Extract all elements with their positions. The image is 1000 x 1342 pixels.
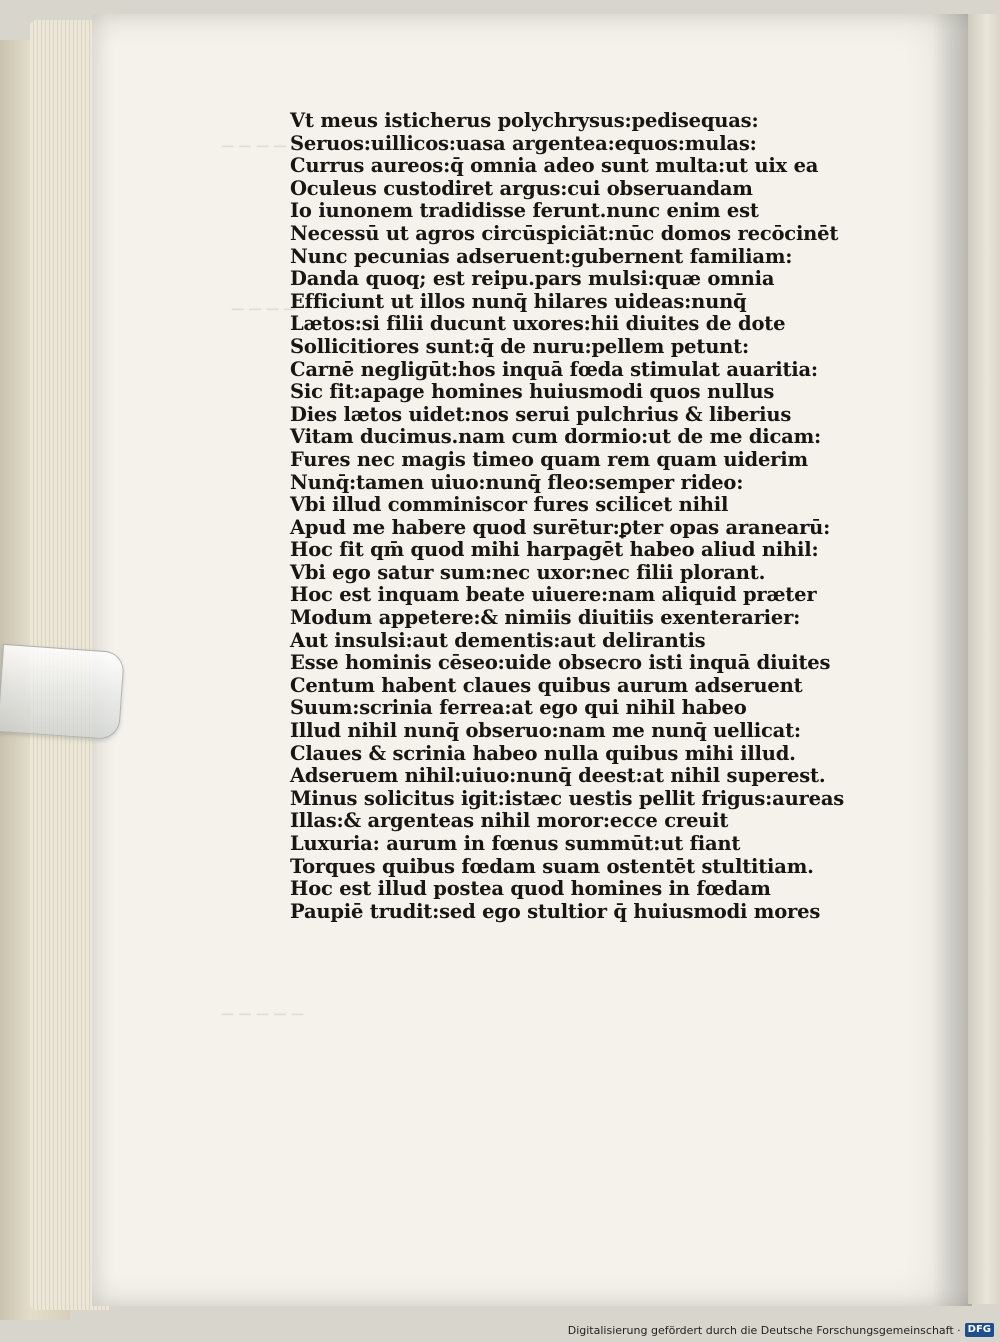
verse-line: Aut insulsi:aut dementis:aut delirantis <box>290 628 706 652</box>
verse-line: Carnē negligūt:hos inquā fœda stimulat auaritia: <box>290 357 818 381</box>
verse-line: Centum habent claues quibus aurum adseruent <box>290 673 803 697</box>
verse-line: Vt meus isticherus polychrysus:pedisequas: <box>290 109 759 132</box>
verse-line: Luxuria: aurum in fœnus summūt:ut fiant <box>290 832 741 855</box>
verse-line: Danda quoq; est reipu.pars mulsi:quæ omnia <box>290 267 775 291</box>
gutter-shadow <box>932 14 972 1306</box>
verse-line: Illas:& argenteas nihil moror:ecce creuit <box>290 809 729 833</box>
verse-line: Adseruem nihil:uiuo:nunq̄ deest:at nihil superest. <box>290 764 826 788</box>
verse-line: Efficiunt ut illos nunq̄ hilares uideas:nunq̄ <box>290 289 747 313</box>
verse-line: Necessū ut agros circūspiciāt:nūc domos recōcinēt <box>290 221 839 245</box>
verse-line: Sic fit:apage homines huiusmodi quos nullus <box>290 380 775 404</box>
verse-line: Hoc fit qm̄ quod mihi harpagēt habeo aliud nihil: <box>290 538 819 562</box>
verse-line: Apud me habere quod surētur:ꝑter opas aranearū: <box>290 515 831 539</box>
verse-line: Hoc est inquam beate uiuere:nam aliquid præter <box>290 583 817 607</box>
show-through-text: ─ ─ ─ ─ ─ <box>222 136 304 158</box>
verse-line: Esse hominis cēseo:uide obsecro isti inquā diuites <box>290 651 831 675</box>
verse-line: Seruos:uillicos:uasa argentea:equos:mulas: <box>290 131 757 155</box>
latin-verse-text <box>290 109 845 923</box>
verse-line: Io iunonem tradidisse ferunt.nunc enim est <box>290 199 759 223</box>
verse-line: Dies lætos uidet:nos serui pulchrius & liberius <box>290 402 792 426</box>
verse-line: Nunc pecunias adseruent:gubernent familiam: <box>290 244 793 268</box>
show-through-text: ─ ─ ─ ─ <box>232 299 296 321</box>
verse-line: Modum appetere:& nimiis diuitiis exenterarier: <box>290 606 801 630</box>
verse-line: Illud nihil nunq̄ obseruo:nam me nunq̄ uellicat: <box>290 719 801 743</box>
verse-line: Vitam ducimus.nam cum dormio:ut de me dicam: <box>290 425 822 449</box>
glass-page-weight <box>0 644 125 740</box>
verse-line: Sollicitiores sunt:q̄ de nuru:pellem petunt: <box>290 334 749 358</box>
verse-line: Vbi ego satur sum:nec uxor:nec filii plorant. <box>290 560 766 584</box>
facing-page-edge <box>968 14 1000 1304</box>
verse-line: Fures nec magis timeo quam rem quam uiderim <box>290 447 808 471</box>
verse-line: Currus aureos:q̄ omnia adeo sunt multa:ut uix ea <box>290 154 819 178</box>
show-through-text: ─ ─ ─ ─ ─ <box>222 1004 304 1026</box>
verse-line: Claues & scrinia habeo nulla quibus mihi illud. <box>290 741 796 765</box>
verse-line: Oculeus custodiret argus:cui obseruandam <box>290 176 753 200</box>
verse-line: Minus solicitus igit:istæc uestis pellit frigus:aureas <box>290 786 845 810</box>
digitization-credit <box>568 1320 994 1340</box>
verse-line: Lætos:si filii ducunt uxores:hii diuites de dote <box>290 312 786 336</box>
verse-line: Nunq̄:tamen uiuo:nunq̄ fleo:semper rideo: <box>290 470 744 494</box>
verse-line: Vbi illud comminiscor fures scilicet nihil <box>290 493 729 517</box>
dfg-logo: DFG <box>965 1323 994 1337</box>
verse-line: Torques quibus fœdam suam ostentēt stultitiam. <box>290 854 814 878</box>
verse-line: Suum:scrinia ferrea:at ego qui nihil habeo <box>290 696 747 720</box>
verse-line: Hoc est illud postea quod homines in fœdam <box>290 877 771 901</box>
verse-line: Paupiē trudit:sed ego stultior q̄ huiusmodi mores <box>290 899 821 923</box>
credit-text: Digitalisierung gefördert durch die Deutsche Forschungsgemeinschaft · <box>567 1323 961 1337</box>
